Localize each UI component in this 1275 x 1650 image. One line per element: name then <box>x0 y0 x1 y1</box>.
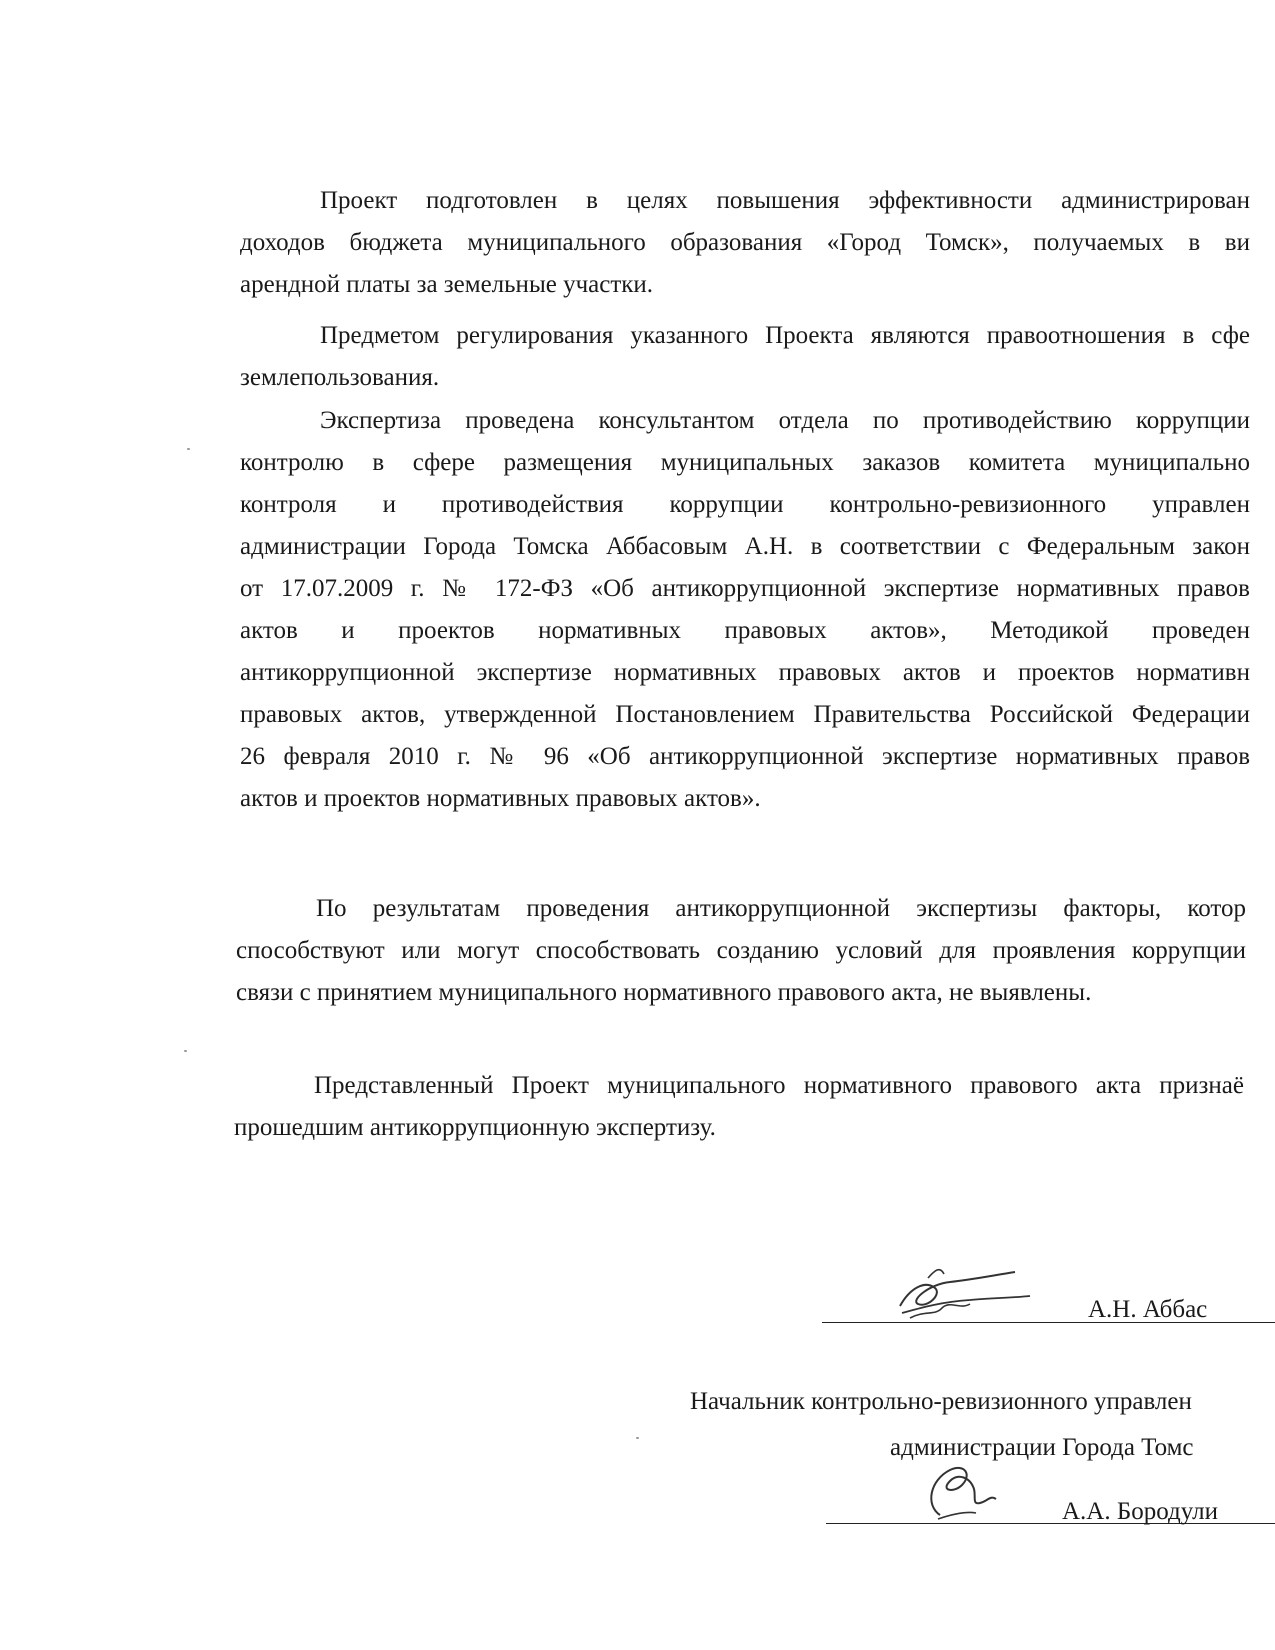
paragraph-line: администрации Города Томска Аббасовым А.Н. в соответствии с Федеральным закон <box>240 533 1250 560</box>
signer-title: Начальник контрольно-ревизионного управлен <box>690 1388 1192 1415</box>
paragraph-line: актов и проектов нормативных правовых актов». <box>240 785 761 812</box>
signer-organization: администрации Города Томс <box>890 1434 1194 1461</box>
paragraph-line: актов и проектов нормативных правовых актов», Методикой проведен <box>240 617 1250 644</box>
paragraph-line: связи с принятием муниципального нормативного правового акта, не выявлены. <box>236 979 1092 1006</box>
paragraph-line: контроля и противодействия коррупции контрольно-ревизионного управлен <box>240 491 1250 518</box>
paragraph-1 <box>240 180 1250 306</box>
handwritten-signature-icon <box>910 1455 1010 1530</box>
handwritten-signature-icon <box>880 1258 1040 1328</box>
paragraph-line: от 17.07.2009 г. № 172-ФЗ «Об антикоррупционной экспертизе нормативных правов <box>240 575 1250 602</box>
paragraph-line: антикоррупционной экспертизе нормативных правовых актов и проектов нормативн <box>240 659 1250 686</box>
paragraph-2 <box>240 315 1250 399</box>
paragraph-line: прошедшим антикоррупционную экспертизу. <box>234 1114 716 1141</box>
scan-speck <box>636 1437 639 1439</box>
paragraph-line: доходов бюджета муниципального образования «Город Томск», получаемых в ви <box>240 229 1250 256</box>
paragraph-5 <box>234 1065 1244 1149</box>
paragraph-line: контролю в сфере размещения муниципальных заказов комитета муниципально <box>240 449 1250 476</box>
paragraph-line: способствуют или могут способствовать созданию условий для проявления коррупции <box>236 937 1246 964</box>
paragraph-line: арендной платы за земельные участки. <box>240 271 654 298</box>
scan-speck <box>187 448 190 450</box>
paragraph-line: Представленный Проект муниципального нормативного правового акта признаё <box>314 1072 1244 1099</box>
paragraph-line: землепользования. <box>240 364 440 391</box>
paragraph-line: 26 февраля 2010 г. № 96 «Об антикоррупционной экспертизе нормативных правов <box>240 743 1250 770</box>
scan-speck <box>184 1050 187 1052</box>
paragraph-line: правовых актов, утвержденной Постановлением Правительства Российской Федерации <box>240 701 1250 728</box>
paragraph-4 <box>236 888 1246 1014</box>
paragraph-line: Проект подготовлен в целях повышения эффективности администрирован <box>320 187 1250 214</box>
paragraph-line: Предметом регулирования указанного Проекта являются правоотношения в сфе <box>320 322 1250 349</box>
signer-name: А.Н. Аббас <box>1088 1296 1208 1323</box>
paragraph-3 <box>240 400 1250 820</box>
paragraph-line: Экспертиза проведена консультантом отдела по противодействию коррупции <box>320 407 1250 434</box>
signer-name: А.А. Бородули <box>1062 1498 1218 1525</box>
paragraph-line: По результатам проведения антикоррупционной экспертизы факторы, котор <box>316 895 1246 922</box>
